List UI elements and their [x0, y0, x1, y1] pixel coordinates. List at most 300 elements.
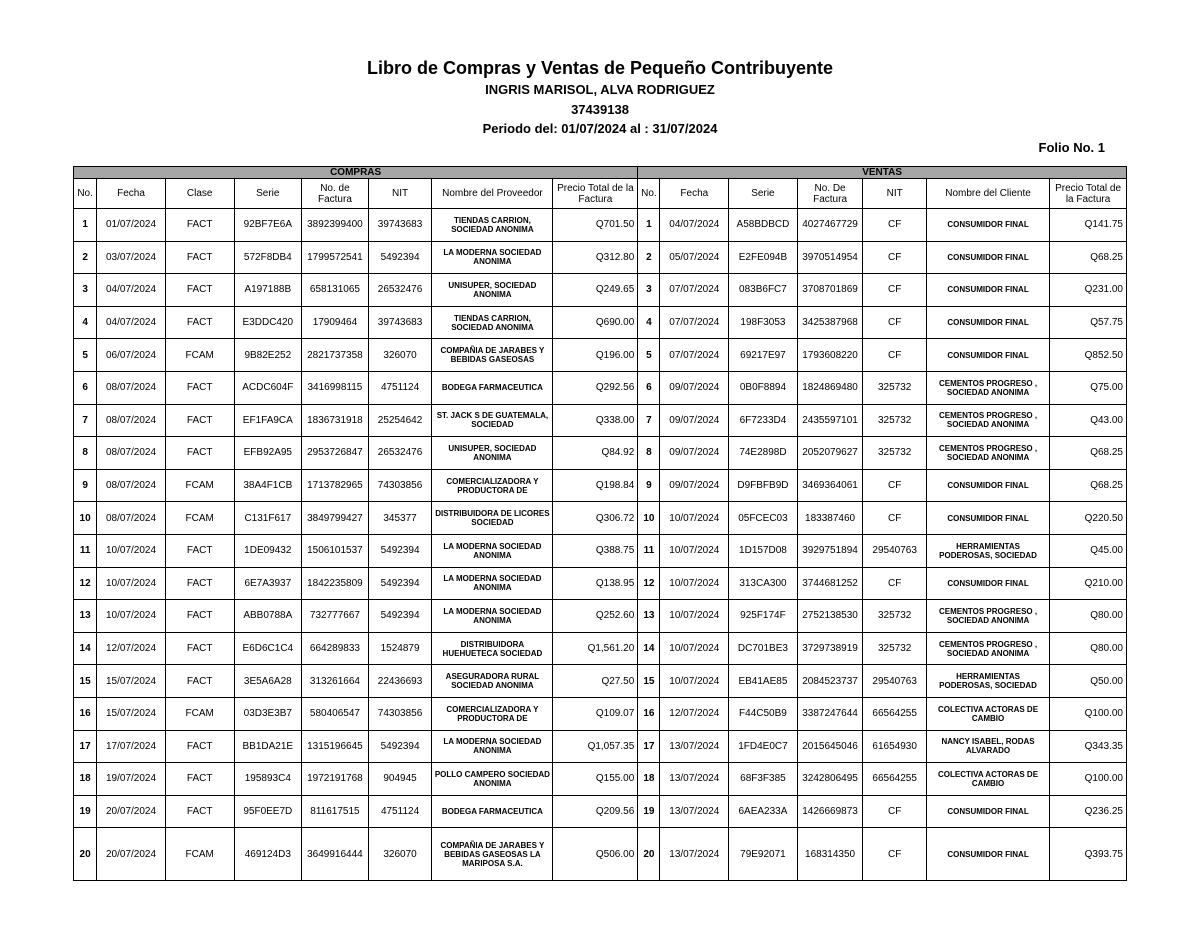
compras-clase-cell: FACT — [165, 404, 234, 437]
ventas-fecha-cell: 04/07/2024 — [660, 209, 729, 242]
compras-nit-cell: 74303856 — [368, 697, 432, 730]
compras-no-cell: 12 — [74, 567, 97, 600]
ventas-serie-cell: 79E92071 — [729, 828, 798, 881]
compras-no-cell: 7 — [74, 404, 97, 437]
compras-no-cell: 4 — [74, 306, 97, 339]
compras-clase-cell: FACT — [165, 632, 234, 665]
ventas-fecha-cell: 09/07/2024 — [660, 437, 729, 470]
col-compras-clase: Clase — [165, 179, 234, 209]
ventas-fecha-cell: 10/07/2024 — [660, 502, 729, 535]
ventas-serie-cell: 313CA300 — [729, 567, 798, 600]
ventas-fecha-cell: 12/07/2024 — [660, 697, 729, 730]
compras-precio-cell: Q198.84 — [553, 469, 638, 502]
ventas-nit-cell: CF — [863, 339, 927, 372]
compras-precio-cell: Q249.65 — [553, 274, 638, 307]
compras-factura-cell: 1836731918 — [302, 404, 369, 437]
ventas-precio-cell: Q68.25 — [1050, 437, 1127, 470]
ventas-no-cell: 20 — [638, 828, 660, 881]
compras-clase-cell: FACT — [165, 665, 234, 698]
compras-no-cell: 18 — [74, 763, 97, 796]
compras-clase-cell: FACT — [165, 730, 234, 763]
ventas-precio-cell: Q210.00 — [1050, 567, 1127, 600]
compras-proveedor-cell: ST. JACK S DE GUATEMALA, SOCIEDAD — [432, 404, 553, 437]
compras-serie-cell: ACDC604F — [234, 371, 302, 404]
compras-precio-cell: Q292.56 — [553, 371, 638, 404]
compras-factura-cell: 1506101537 — [302, 534, 369, 567]
compras-nit-cell: 39743683 — [368, 306, 432, 339]
ventas-precio-cell: Q141.75 — [1050, 209, 1127, 242]
ventas-no-cell: 18 — [638, 763, 660, 796]
ventas-serie-cell: E2FE094B — [729, 241, 798, 274]
ventas-serie-cell: 1FD4E0C7 — [729, 730, 798, 763]
ventas-factura-cell: 1426669873 — [797, 795, 863, 828]
compras-serie-cell: E6D6C1C4 — [234, 632, 302, 665]
table-row — [74, 209, 1127, 242]
ventas-serie-cell: 1D157D08 — [729, 534, 798, 567]
ventas-factura-cell: 1824869480 — [797, 371, 863, 404]
ventas-serie-cell: F44C50B9 — [729, 697, 798, 730]
compras-nit-cell: 26532476 — [368, 437, 432, 470]
compras-factura-cell: 3849799427 — [302, 502, 369, 535]
ventas-precio-cell: Q393.75 — [1050, 828, 1127, 881]
ventas-precio-cell: Q220.50 — [1050, 502, 1127, 535]
compras-fecha-cell: 17/07/2024 — [97, 730, 166, 763]
ventas-no-cell: 8 — [638, 437, 660, 470]
compras-fecha-cell: 19/07/2024 — [97, 763, 166, 796]
ventas-nit-cell: 325732 — [863, 600, 927, 633]
compras-proveedor-cell: LA MODERNA SOCIEDAD ANONIMA — [432, 600, 553, 633]
col-compras-precio: Precio Total de la Factura — [553, 179, 638, 209]
compras-serie-cell: 195893C4 — [234, 763, 302, 796]
compras-fecha-cell: 08/07/2024 — [97, 469, 166, 502]
table-row — [74, 306, 1127, 339]
compras-precio-cell: Q109.07 — [553, 697, 638, 730]
compras-no-cell: 9 — [74, 469, 97, 502]
ventas-factura-cell: 3387247644 — [797, 697, 863, 730]
ventas-serie-cell: 68F3F385 — [729, 763, 798, 796]
compras-no-cell: 1 — [74, 209, 97, 242]
ventas-cliente-cell: CEMENTOS PROGRESO , SOCIEDAD ANONIMA — [926, 437, 1049, 470]
ventas-factura-cell: 3425387968 — [797, 306, 863, 339]
compras-proveedor-cell: BODEGA FARMACEUTICA — [432, 795, 553, 828]
col-ventas-nit: NIT — [863, 179, 927, 209]
col-compras-serie: Serie — [234, 179, 302, 209]
col-ventas-factura: No. De Factura — [797, 179, 863, 209]
compras-clase-cell: FACT — [165, 274, 234, 307]
ventas-cliente-cell: CONSUMIDOR FINAL — [926, 306, 1049, 339]
compras-factura-cell: 313261664 — [302, 665, 369, 698]
compras-proveedor-cell: LA MODERNA SOCIEDAD ANONIMA — [432, 534, 553, 567]
ventas-precio-cell: Q57.75 — [1050, 306, 1127, 339]
ventas-no-cell: 9 — [638, 469, 660, 502]
compras-fecha-cell: 12/07/2024 — [97, 632, 166, 665]
ventas-nit-cell: 61654930 — [863, 730, 927, 763]
compras-no-cell: 3 — [74, 274, 97, 307]
compras-factura-cell: 1799572541 — [302, 241, 369, 274]
ventas-precio-cell: Q100.00 — [1050, 697, 1127, 730]
compras-clase-cell: FACT — [165, 241, 234, 274]
compras-serie-cell: EF1FA9CA — [234, 404, 302, 437]
ventas-factura-cell: 2752138530 — [797, 600, 863, 633]
ventas-fecha-cell: 09/07/2024 — [660, 371, 729, 404]
ventas-serie-cell: EB41AE85 — [729, 665, 798, 698]
ventas-fecha-cell: 13/07/2024 — [660, 828, 729, 881]
ventas-nit-cell: 325732 — [863, 371, 927, 404]
ventas-nit-cell: CF — [863, 469, 927, 502]
ventas-cliente-cell: CONSUMIDOR FINAL — [926, 828, 1049, 881]
ventas-no-cell: 16 — [638, 697, 660, 730]
compras-precio-cell: Q1,057.35 — [553, 730, 638, 763]
compras-precio-cell: Q138.95 — [553, 567, 638, 600]
ventas-no-cell: 13 — [638, 600, 660, 633]
table-row — [74, 274, 1127, 307]
ventas-fecha-cell: 07/07/2024 — [660, 339, 729, 372]
compras-section-header: COMPRAS — [74, 167, 638, 179]
compras-no-cell: 2 — [74, 241, 97, 274]
compras-fecha-cell: 08/07/2024 — [97, 437, 166, 470]
ventas-nit-cell: 66564255 — [863, 763, 927, 796]
compras-precio-cell: Q252.60 — [553, 600, 638, 633]
compras-nit-cell: 39743683 — [368, 209, 432, 242]
compras-factura-cell: 580406547 — [302, 697, 369, 730]
ventas-cliente-cell: CEMENTOS PROGRESO , SOCIEDAD ANONIMA — [926, 404, 1049, 437]
compras-no-cell: 20 — [74, 828, 97, 881]
compras-factura-cell: 17909464 — [302, 306, 369, 339]
compras-proveedor-cell: LA MODERNA SOCIEDAD ANONIMA — [432, 241, 553, 274]
ventas-cliente-cell: CEMENTOS PROGRESO , SOCIEDAD ANONIMA — [926, 600, 1049, 633]
ventas-no-cell: 1 — [638, 209, 660, 242]
compras-serie-cell: 92BF7E6A — [234, 209, 302, 242]
compras-fecha-cell: 01/07/2024 — [97, 209, 166, 242]
ventas-nit-cell: 66564255 — [863, 697, 927, 730]
table-row — [74, 697, 1127, 730]
compras-no-cell: 11 — [74, 534, 97, 567]
compras-serie-cell: 6E7A3937 — [234, 567, 302, 600]
compras-precio-cell: Q306.72 — [553, 502, 638, 535]
compras-precio-cell: Q312.80 — [553, 241, 638, 274]
ventas-serie-cell: 0B0F8894 — [729, 371, 798, 404]
ventas-cliente-cell: CONSUMIDOR FINAL — [926, 795, 1049, 828]
ventas-precio-cell: Q68.25 — [1050, 469, 1127, 502]
ventas-nit-cell: 325732 — [863, 404, 927, 437]
compras-serie-cell: EFB92A95 — [234, 437, 302, 470]
ventas-no-cell: 11 — [638, 534, 660, 567]
compras-precio-cell: Q701.50 — [553, 209, 638, 242]
col-ventas-fecha: Fecha — [660, 179, 729, 209]
ventas-no-cell: 4 — [638, 306, 660, 339]
col-compras-proveedor: Nombre del Proveedor — [432, 179, 553, 209]
compras-factura-cell: 664289833 — [302, 632, 369, 665]
compras-no-cell: 19 — [74, 795, 97, 828]
compras-proveedor-cell: DISTRIBUIDORA DE LICORES SOCIEDAD — [432, 502, 553, 535]
ventas-precio-cell: Q80.00 — [1050, 632, 1127, 665]
compras-factura-cell: 1972191768 — [302, 763, 369, 796]
compras-no-cell: 5 — [74, 339, 97, 372]
compras-fecha-cell: 20/07/2024 — [97, 795, 166, 828]
ventas-serie-cell: 6F7233D4 — [729, 404, 798, 437]
ventas-precio-cell: Q75.00 — [1050, 371, 1127, 404]
ventas-cliente-cell: HERRAMIENTAS PODEROSAS, SOCIEDAD — [926, 665, 1049, 698]
ventas-cliente-cell: CONSUMIDOR FINAL — [926, 274, 1049, 307]
ventas-precio-cell: Q45.00 — [1050, 534, 1127, 567]
compras-clase-cell: FACT — [165, 371, 234, 404]
ventas-precio-cell: Q68.25 — [1050, 241, 1127, 274]
ventas-fecha-cell: 10/07/2024 — [660, 600, 729, 633]
ventas-factura-cell: 168314350 — [797, 828, 863, 881]
compras-serie-cell: 1DE09432 — [234, 534, 302, 567]
table-row — [74, 600, 1127, 633]
ventas-nit-cell: CF — [863, 828, 927, 881]
ventas-factura-cell: 2015645046 — [797, 730, 863, 763]
compras-clase-cell: FACT — [165, 795, 234, 828]
ventas-fecha-cell: 05/07/2024 — [660, 241, 729, 274]
ventas-precio-cell: Q50.00 — [1050, 665, 1127, 698]
table-row — [74, 795, 1127, 828]
compras-precio-cell: Q84.92 — [553, 437, 638, 470]
compras-serie-cell: C131F617 — [234, 502, 302, 535]
compras-fecha-cell: 08/07/2024 — [97, 371, 166, 404]
ventas-factura-cell: 183387460 — [797, 502, 863, 535]
compras-factura-cell: 1842235809 — [302, 567, 369, 600]
compras-precio-cell: Q155.00 — [553, 763, 638, 796]
ventas-fecha-cell: 07/07/2024 — [660, 274, 729, 307]
table-row — [74, 828, 1127, 881]
ventas-factura-cell: 3242806495 — [797, 763, 863, 796]
compras-no-cell: 14 — [74, 632, 97, 665]
compras-clase-cell: FACT — [165, 600, 234, 633]
compras-proveedor-cell: POLLO CAMPERO SOCIEDAD ANONIMA — [432, 763, 553, 796]
ventas-no-cell: 5 — [638, 339, 660, 372]
compras-nit-cell: 5492394 — [368, 241, 432, 274]
compras-proveedor-cell: TIENDAS CARRION, SOCIEDAD ANONIMA — [432, 306, 553, 339]
taxpayer-name: INGRIS MARISOL, ALVA RODRIGUEZ — [485, 82, 715, 97]
compras-factura-cell: 2821737358 — [302, 339, 369, 372]
document-title: Libro de Compras y Ventas de Pequeño Contribuyente — [366, 58, 834, 78]
compras-clase-cell: FCAM — [165, 828, 234, 881]
compras-factura-cell: 732777667 — [302, 600, 369, 633]
compras-precio-cell: Q209.56 — [553, 795, 638, 828]
compras-precio-cell: Q690.00 — [553, 306, 638, 339]
compras-factura-cell: 1713782965 — [302, 469, 369, 502]
ventas-nit-cell: 29540763 — [863, 534, 927, 567]
compras-precio-cell: Q506.00 — [553, 828, 638, 881]
col-ventas-cliente: Nombre del Cliente — [926, 179, 1049, 209]
compras-factura-cell: 3892399400 — [302, 209, 369, 242]
compras-fecha-cell: 15/07/2024 — [97, 665, 166, 698]
compras-fecha-cell: 06/07/2024 — [97, 339, 166, 372]
ventas-cliente-cell: CEMENTOS PROGRESO , SOCIEDAD ANONIMA — [926, 632, 1049, 665]
ventas-fecha-cell: 09/07/2024 — [660, 404, 729, 437]
compras-nit-cell: 4751124 — [368, 371, 432, 404]
compras-serie-cell: 9B82E252 — [234, 339, 302, 372]
compras-nit-cell: 345377 — [368, 502, 432, 535]
ventas-no-cell: 6 — [638, 371, 660, 404]
ventas-precio-cell: Q852.50 — [1050, 339, 1127, 372]
compras-factura-cell: 811617515 — [302, 795, 369, 828]
table-row — [74, 469, 1127, 502]
compras-clase-cell: FACT — [165, 306, 234, 339]
ventas-nit-cell: 325732 — [863, 437, 927, 470]
ventas-serie-cell: 05FCEC03 — [729, 502, 798, 535]
compras-serie-cell: 03D3E3B7 — [234, 697, 302, 730]
compras-nit-cell: 326070 — [368, 339, 432, 372]
compras-nit-cell: 326070 — [368, 828, 432, 881]
ventas-serie-cell: 69217E97 — [729, 339, 798, 372]
table-row — [74, 730, 1127, 763]
compras-fecha-cell: 08/07/2024 — [97, 404, 166, 437]
ventas-cliente-cell: HERRAMIENTAS PODEROSAS, SOCIEDAD — [926, 534, 1049, 567]
compras-no-cell: 10 — [74, 502, 97, 535]
table-row — [74, 404, 1127, 437]
ventas-cliente-cell: CONSUMIDOR FINAL — [926, 209, 1049, 242]
ventas-serie-cell: D9FBFB9D — [729, 469, 798, 502]
compras-no-cell: 8 — [74, 437, 97, 470]
folio-number: Folio No. 1 — [1038, 140, 1105, 155]
compras-proveedor-cell: COMERCIALIZADORA Y PRODUCTORA DE — [432, 469, 553, 502]
compras-fecha-cell: 03/07/2024 — [97, 241, 166, 274]
ventas-serie-cell: DC701BE3 — [729, 632, 798, 665]
compras-fecha-cell: 10/07/2024 — [97, 567, 166, 600]
compras-proveedor-cell: COMERCIALIZADORA Y PRODUCTORA DE — [432, 697, 553, 730]
compras-factura-cell: 3416998115 — [302, 371, 369, 404]
ventas-nit-cell: CF — [863, 567, 927, 600]
compras-factura-cell: 2953726847 — [302, 437, 369, 470]
ventas-fecha-cell: 13/07/2024 — [660, 795, 729, 828]
compras-fecha-cell: 20/07/2024 — [97, 828, 166, 881]
compras-serie-cell: 38A4F1CB — [234, 469, 302, 502]
compras-nit-cell: 74303856 — [368, 469, 432, 502]
compras-nit-cell: 5492394 — [368, 730, 432, 763]
ventas-cliente-cell: COLECTIVA ACTORAS DE CAMBIO — [926, 763, 1049, 796]
ventas-no-cell: 3 — [638, 274, 660, 307]
compras-fecha-cell: 15/07/2024 — [97, 697, 166, 730]
compras-fecha-cell: 04/07/2024 — [97, 306, 166, 339]
compras-factura-cell: 658131065 — [302, 274, 369, 307]
ventas-no-cell: 15 — [638, 665, 660, 698]
table-row — [74, 371, 1127, 404]
table-row — [74, 241, 1127, 274]
compras-proveedor-cell: TIENDAS CARRION, SOCIEDAD ANONIMA — [432, 209, 553, 242]
ventas-serie-cell: 6AEA233A — [729, 795, 798, 828]
compras-serie-cell: ABB0788A — [234, 600, 302, 633]
compras-serie-cell: 572F8DB4 — [234, 241, 302, 274]
ventas-factura-cell: 3929751894 — [797, 534, 863, 567]
ventas-precio-cell: Q100.00 — [1050, 763, 1127, 796]
compras-proveedor-cell: UNISUPER, SOCIEDAD ANONIMA — [432, 274, 553, 307]
compras-fecha-cell: 04/07/2024 — [97, 274, 166, 307]
compras-precio-cell: Q1,561.20 — [553, 632, 638, 665]
ventas-nit-cell: 325732 — [863, 632, 927, 665]
compras-serie-cell: E3DDC420 — [234, 306, 302, 339]
ventas-no-cell: 10 — [638, 502, 660, 535]
ventas-precio-cell: Q343.35 — [1050, 730, 1127, 763]
purchases-sales-table — [73, 166, 1127, 881]
ventas-section-header: VENTAS — [638, 167, 1127, 179]
compras-no-cell: 16 — [74, 697, 97, 730]
compras-clase-cell: FCAM — [165, 502, 234, 535]
compras-nit-cell: 904945 — [368, 763, 432, 796]
table-row — [74, 763, 1127, 796]
ventas-cliente-cell: CONSUMIDOR FINAL — [926, 339, 1049, 372]
compras-clase-cell: FACT — [165, 534, 234, 567]
compras-nit-cell: 1524879 — [368, 632, 432, 665]
col-compras-factura: No. de Factura — [302, 179, 369, 209]
section-header-row — [74, 167, 1127, 179]
ventas-precio-cell: Q236.25 — [1050, 795, 1127, 828]
ventas-factura-cell: 3970514954 — [797, 241, 863, 274]
ventas-factura-cell: 3708701869 — [797, 274, 863, 307]
ventas-serie-cell: 083B6FC7 — [729, 274, 798, 307]
period-range: Periodo del: 01/07/2024 al : 31/07/2024 — [482, 121, 718, 136]
compras-no-cell: 15 — [74, 665, 97, 698]
ventas-nit-cell: CF — [863, 502, 927, 535]
compras-clase-cell: FACT — [165, 763, 234, 796]
compras-fecha-cell: 10/07/2024 — [97, 534, 166, 567]
compras-clase-cell: FACT — [165, 209, 234, 242]
table-row — [74, 534, 1127, 567]
ventas-serie-cell: 198F3053 — [729, 306, 798, 339]
compras-precio-cell: Q338.00 — [553, 404, 638, 437]
table-body — [74, 209, 1127, 881]
ventas-cliente-cell: COLECTIVA ACTORAS DE CAMBIO — [926, 697, 1049, 730]
ventas-cliente-cell: NANCY ISABEL, RODAS ALVARADO — [926, 730, 1049, 763]
col-ventas-precio: Precio Total de la Factura — [1050, 179, 1127, 209]
ventas-no-cell: 12 — [638, 567, 660, 600]
table-row — [74, 632, 1127, 665]
compras-proveedor-cell: DISTRIBUIDORA HUEHUETECA SOCIEDAD — [432, 632, 553, 665]
ventas-factura-cell: 1793608220 — [797, 339, 863, 372]
table-row — [74, 502, 1127, 535]
compras-precio-cell: Q388.75 — [553, 534, 638, 567]
ventas-fecha-cell: 07/07/2024 — [660, 306, 729, 339]
column-header-row — [74, 179, 1127, 209]
compras-nit-cell: 5492394 — [368, 534, 432, 567]
compras-no-cell: 17 — [74, 730, 97, 763]
compras-fecha-cell: 10/07/2024 — [97, 600, 166, 633]
compras-clase-cell: FACT — [165, 437, 234, 470]
ventas-fecha-cell: 13/07/2024 — [660, 730, 729, 763]
compras-nit-cell: 25254642 — [368, 404, 432, 437]
compras-factura-cell: 3649916444 — [302, 828, 369, 881]
ventas-cliente-cell: CONSUMIDOR FINAL — [926, 469, 1049, 502]
ventas-nit-cell: CF — [863, 274, 927, 307]
compras-proveedor-cell: UNISUPER, SOCIEDAD ANONIMA — [432, 437, 553, 470]
ventas-fecha-cell: 09/07/2024 — [660, 469, 729, 502]
compras-fecha-cell: 08/07/2024 — [97, 502, 166, 535]
ventas-precio-cell: Q43.00 — [1050, 404, 1127, 437]
compras-precio-cell: Q27.50 — [553, 665, 638, 698]
compras-serie-cell: BB1DA21E — [234, 730, 302, 763]
compras-proveedor-cell: BODEGA FARMACEUTICA — [432, 371, 553, 404]
compras-clase-cell: FCAM — [165, 469, 234, 502]
ventas-fecha-cell: 10/07/2024 — [660, 665, 729, 698]
compras-no-cell: 13 — [74, 600, 97, 633]
compras-clase-cell: FCAM — [165, 697, 234, 730]
ventas-fecha-cell: 10/07/2024 — [660, 632, 729, 665]
col-ventas-no: No. — [638, 179, 660, 209]
compras-clase-cell: FACT — [165, 567, 234, 600]
table-row — [74, 437, 1127, 470]
compras-nit-cell: 5492394 — [368, 600, 432, 633]
ventas-serie-cell: A58BDBCD — [729, 209, 798, 242]
table-row — [74, 665, 1127, 698]
compras-clase-cell: FCAM — [165, 339, 234, 372]
col-compras-fecha: Fecha — [97, 179, 166, 209]
compras-nit-cell: 26532476 — [368, 274, 432, 307]
ventas-fecha-cell: 13/07/2024 — [660, 763, 729, 796]
ventas-no-cell: 2 — [638, 241, 660, 274]
table-row — [74, 339, 1127, 372]
